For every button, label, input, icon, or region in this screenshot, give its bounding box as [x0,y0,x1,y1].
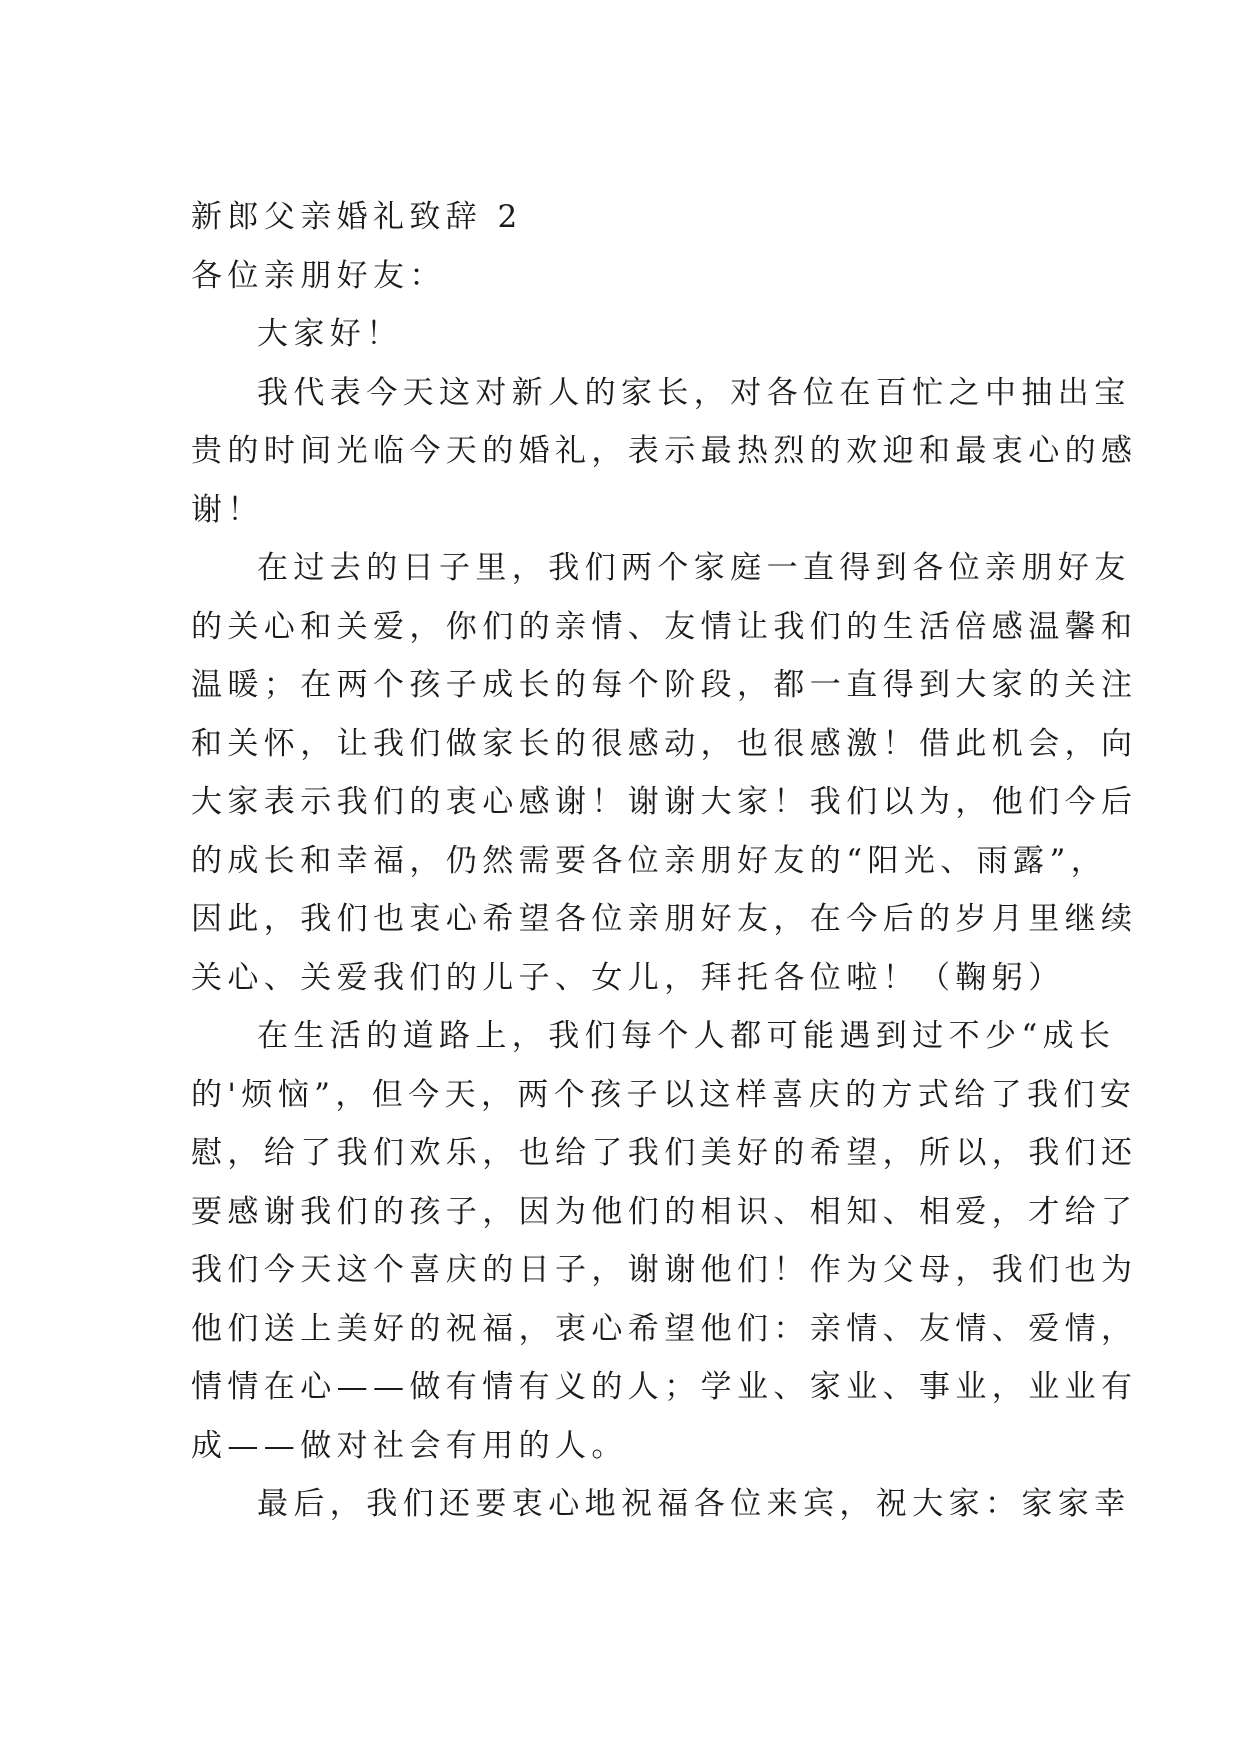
paragraph-line: 大家表示我们的衷心感谢！谢谢大家！我们以为，他们今后 [191,784,1138,820]
paragraph-5 [191,1475,1131,1534]
paragraph-line: 的关心和关爱，你们的亲情、友情让我们的生活倍感温馨和 [191,608,1138,645]
paragraph-3 [191,539,1138,1007]
paragraph-line: 成——做对社会有用的人。 [191,1427,628,1464]
paragraph-line: 的'烦恼”，但今天，两个孩子以这样喜庆的方式给了我们安 [191,1076,1137,1113]
paragraph-line: 在过去的日子里，我们两个家庭一直得到各位亲朋好友 [257,550,1131,586]
paragraph-line: 的成长和幸福，仍然需要各位亲朋好友的“阳光、雨露”， [191,842,1108,879]
paragraph-line: 情情在心——做有情有义的人；学业、家业、事业，业业有 [191,1369,1138,1405]
paragraph-line: 因此，我们也衷心希望各位亲朋好友，在今后的岁月里继续 [191,901,1138,937]
salutation: 各位亲朋好友： [191,257,446,294]
paragraph-line: 大家好！ [257,316,403,352]
paragraph-line: 温暖；在两个孩子成长的每个阶段，都一直得到大家的关注 [191,667,1138,703]
paragraph-1 [191,305,1051,364]
paragraph-line: 和关怀，让我们做家长的很感动，也很感激！借此机会，向 [191,725,1138,762]
paragraph-line: 谢！ [191,491,264,528]
paragraph-line: 我们今天这个喜庆的日子，谢谢他们！作为父母，我们也为 [191,1252,1138,1288]
paragraph-line: 慰，给了我们欢乐，也给了我们美好的希望，所以，我们还 [191,1135,1138,1171]
paragraph-line: 他们送上美好的祝福，衷心希望他们：亲情、友情、爱情， [191,1310,1138,1347]
document-title: 新郎父亲婚礼致辞 2 [191,199,523,235]
document-body [191,188,1138,1534]
paragraph-4 [191,1007,1138,1475]
paragraph-line: 关心、关爱我们的儿子、女儿，拜托各位啦！（鞠躬） [191,959,1065,996]
paragraph-line: 在生活的道路上，我们每个人都可能遇到过不少“成长 [257,1018,1116,1054]
paragraph-line: 最后，我们还要衷心地祝福各位来宾，祝大家：家家幸 [257,1486,1131,1522]
paragraph-line: 我代表今天这对新人的家长，对各位在百忙之中抽出宝 [257,374,1131,411]
paragraph-line: 要感谢我们的孩子，因为他们的相识、相知、相爱，才给了 [191,1193,1138,1230]
paragraph-2 [191,364,1138,540]
paragraph-line: 贵的时间光临今天的婚礼，表示最热烈的欢迎和最衷心的感 [191,433,1138,469]
